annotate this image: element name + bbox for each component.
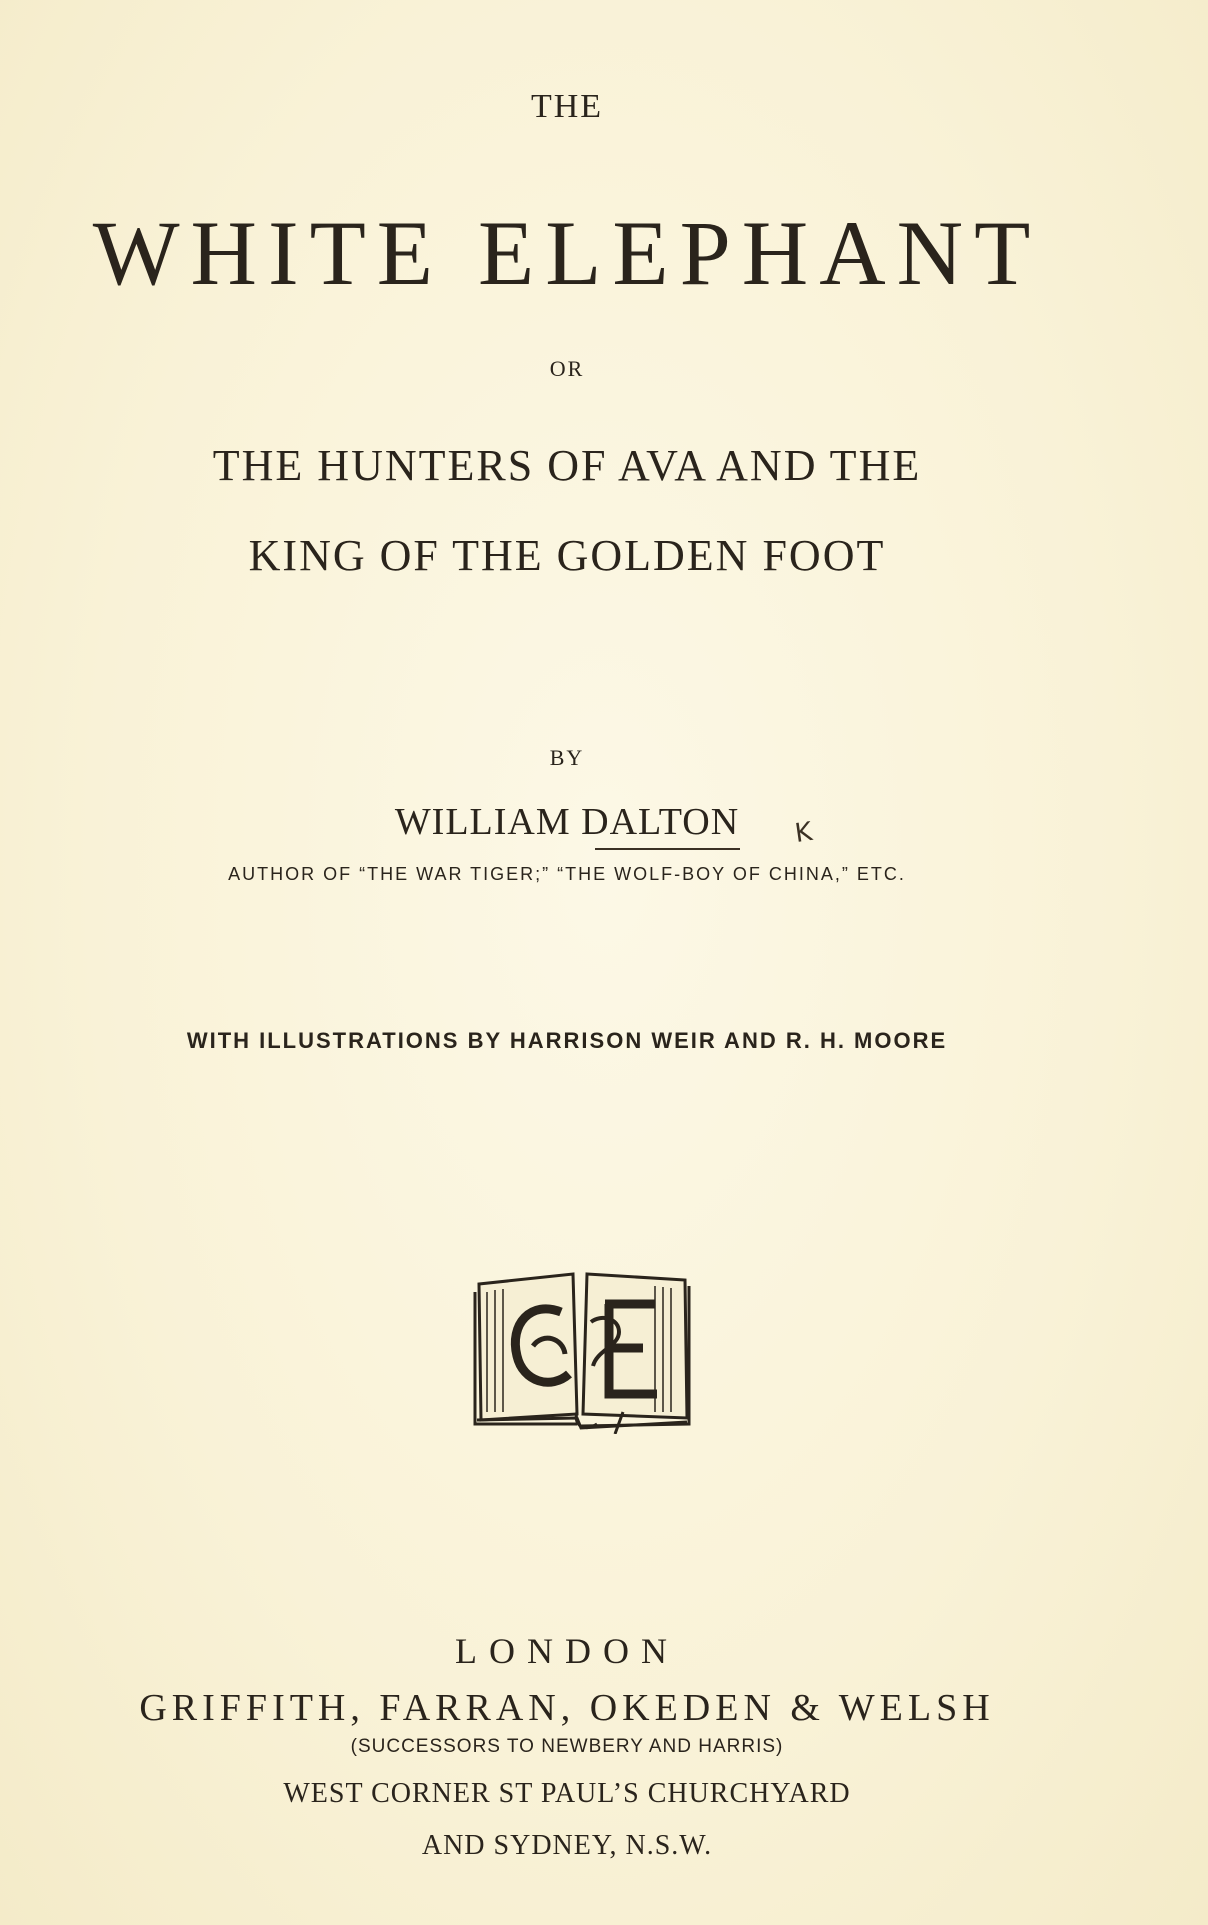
subtitle-line-2: KING OF THE GOLDEN FOOT — [248, 531, 886, 580]
author-works: AUTHOR OF “THE WAR TIGER;” “THE WOLF-BOY OF CHINA,” ETC. — [228, 864, 906, 884]
book-title: WHITE ELEPHANT — [92, 202, 1042, 304]
imprint-city: LONDON — [455, 1631, 679, 1671]
publisher-successors: (SUCCESSORS TO NEWBERY AND HARRIS) — [350, 1736, 784, 1757]
illustrators-credit: WITH ILLUSTRATIONS BY HARRISON WEIR AND R. H. MOORE — [186, 1028, 948, 1053]
publisher-book-emblem-icon — [473, 1262, 693, 1434]
imprint-second-city: AND SYDNEY, N.S.W. — [421, 1830, 713, 1861]
publisher-name: GRIFFITH, FARRAN, OKEDEN & WELSH — [139, 1687, 995, 1729]
author-name: WILLIAM DALTON — [394, 801, 740, 843]
publisher-address: WEST CORNER ST PAUL’S CHURCHYARD — [283, 1778, 851, 1809]
pre-title: THE — [530, 88, 604, 125]
title-conjunction: OR — [549, 356, 585, 381]
handwritten-mark: K — [792, 816, 815, 850]
subtitle-line-1: THE HUNTERS OF AVA AND THE — [212, 441, 922, 490]
handwritten-underline — [595, 848, 740, 850]
by-line: BY — [549, 745, 585, 770]
